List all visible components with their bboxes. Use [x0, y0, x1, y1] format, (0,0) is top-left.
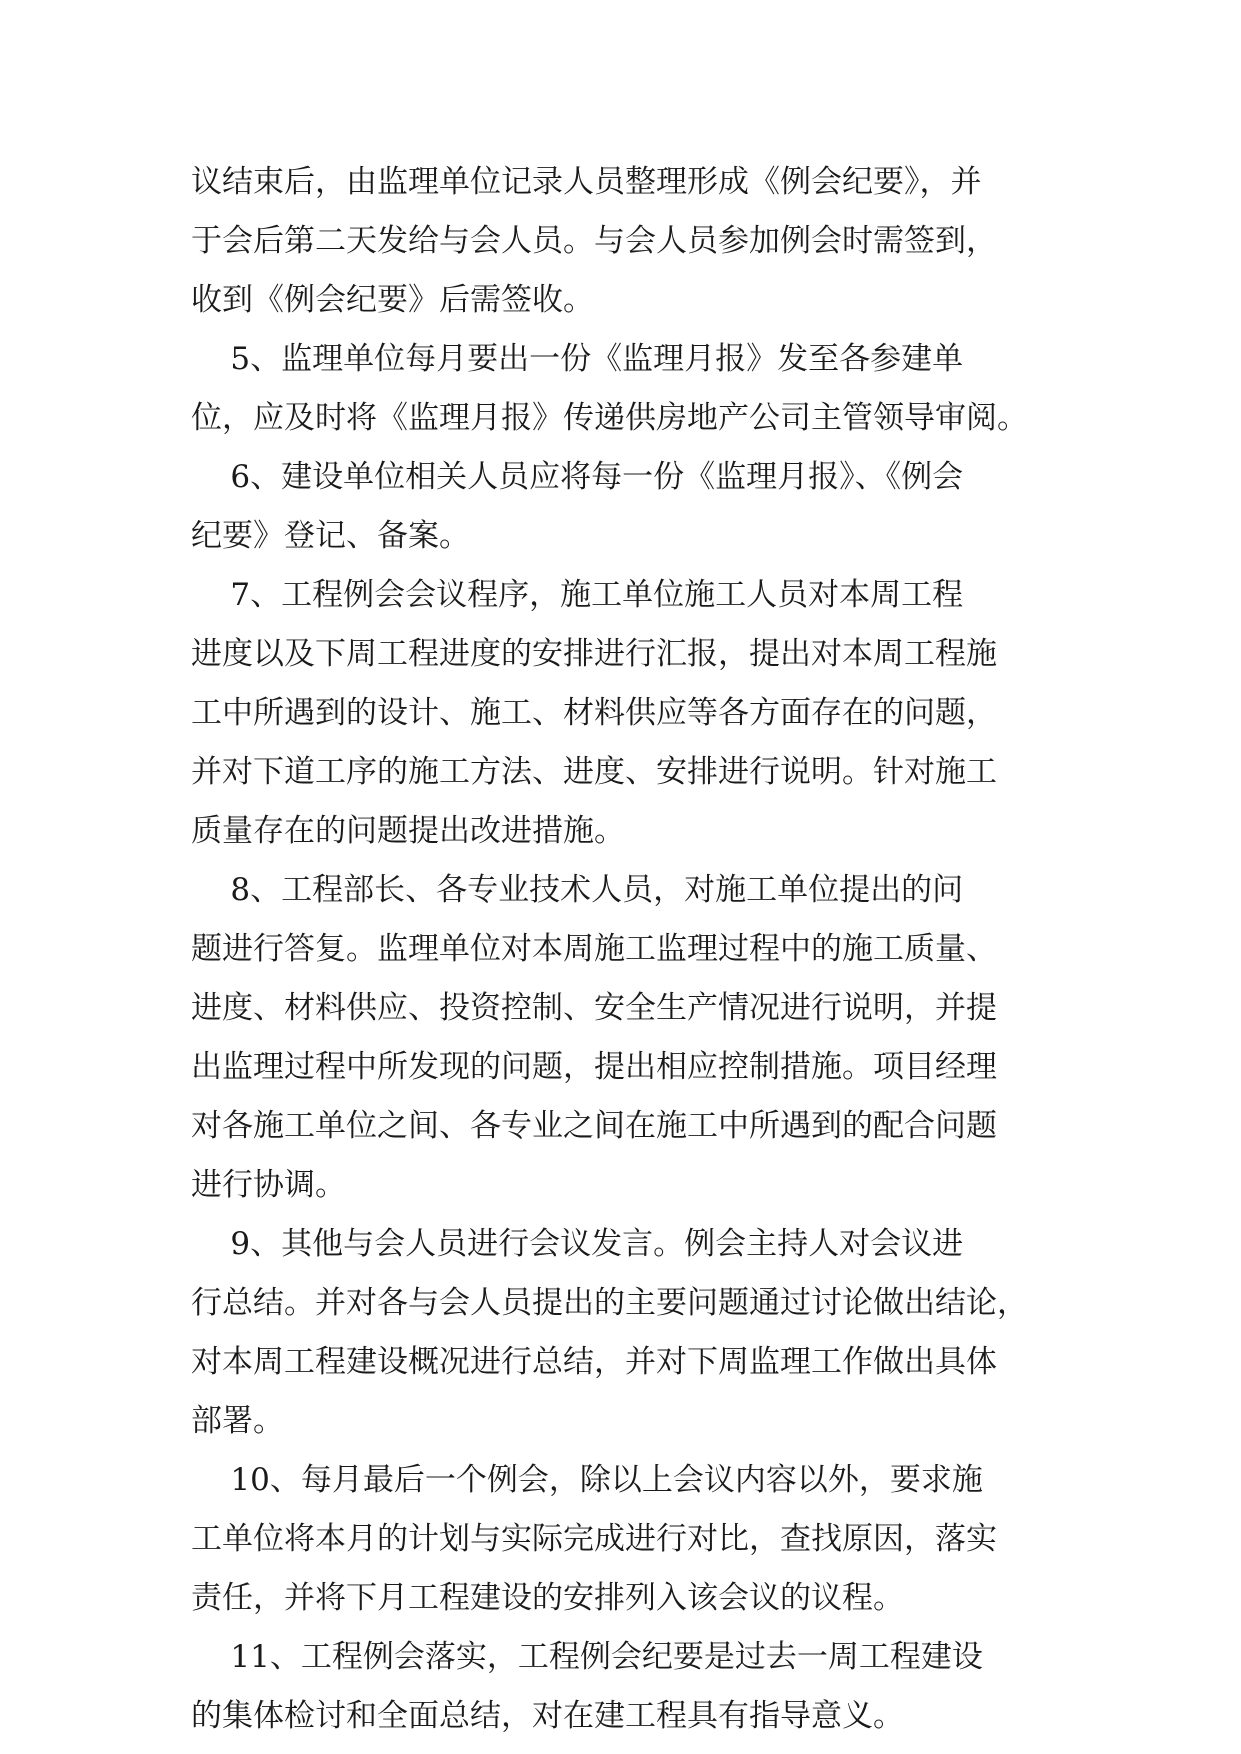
text-line: 进度以及下周工程进度的安排进行汇报，提出对本周工程施 [191, 636, 997, 672]
text-line: 出监理过程中所发现的问题，提出相应控制措施。项目经理 [191, 1049, 997, 1085]
text-line: 进度、材料供应、投资控制、安全生产情况进行说明，并提 [191, 990, 997, 1026]
text-line: 工单位将本月的计划与实际完成进行对比，查找原因，落实 [191, 1521, 997, 1557]
text-line: 10、每月最后一个例会，除以上会议内容以外，要求施 [191, 1462, 983, 1498]
text-line: 题进行答复。监理单位对本周施工监理过程中的施工质量、 [191, 931, 997, 967]
text-line: 行总结。并对各与会人员提出的主要问题通过讨论做出结论， [191, 1285, 1028, 1321]
text-line: 6、建设单位相关人员应将每一份《监理月报》、《例会 [191, 459, 964, 495]
text-line: 纪要》登记、备案。 [191, 518, 470, 554]
document-body [191, 153, 1061, 1746]
text-line: 7、工程例会会议程序，施工单位施工人员对本周工程 [191, 577, 964, 613]
text-line: 部署。 [191, 1403, 284, 1439]
text-line: 位，应及时将《监理月报》传递供房地产公司主管领导审阅。 [191, 400, 1028, 436]
text-line: 质量存在的问题提出改进措施。 [191, 813, 625, 849]
text-line: 于会后第二天发给与会人员。与会人员参加例会时需签到， [191, 223, 997, 259]
text-line: 5、监理单位每月要出一份《监理月报》发至各参建单 [191, 341, 964, 377]
text-line: 责任，并将下月工程建设的安排列入该会议的议程。 [191, 1580, 904, 1616]
text-line: 8、工程部长、各专业技术人员，对施工单位提出的问 [191, 872, 964, 908]
text-line: 9、其他与会人员进行会议发言。例会主持人对会议进 [191, 1226, 964, 1262]
text-line: 并对下道工序的施工方法、进度、安排进行说明。针对施工 [191, 754, 997, 790]
text-line: 工中所遇到的设计、施工、材料供应等各方面存在的问题， [191, 695, 997, 731]
text-line: 11、工程例会落实，工程例会纪要是过去一周工程建设 [191, 1639, 983, 1675]
text-line: 对各施工单位之间、各专业之间在施工中所遇到的配合问题 [191, 1108, 997, 1144]
text-line: 的集体检讨和全面总结，对在建工程具有指导意义。 [191, 1698, 904, 1734]
text-line: 收到《例会纪要》后需签收。 [191, 282, 594, 318]
text-line: 议结束后，由监理单位记录人员整理形成《例会纪要》，并 [191, 164, 982, 200]
text-line: 对本周工程建设概况进行总结，并对下周监理工作做出具体 [191, 1344, 997, 1380]
text-line: 进行协调。 [191, 1167, 346, 1203]
